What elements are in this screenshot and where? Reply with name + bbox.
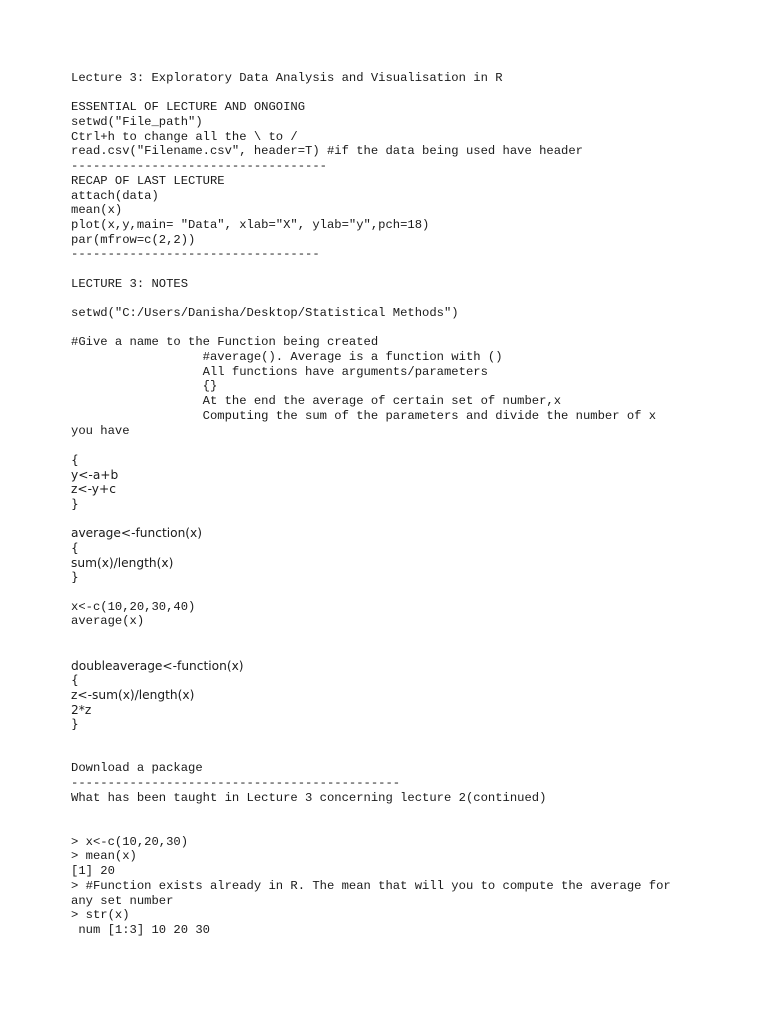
document-line: [71, 512, 751, 527]
document-line: you have: [71, 423, 130, 438]
document-line: 2*z: [71, 702, 92, 717]
document-line: any set number: [71, 893, 174, 908]
document-line: #Give a name to the Function being created: [71, 335, 379, 350]
document-line: Ctrl+h to change all the \ to /: [71, 129, 298, 144]
document-line: attach(data): [71, 188, 159, 203]
document-line: [71, 644, 751, 659]
document-line: [71, 747, 751, 762]
document-line: {}: [71, 379, 218, 394]
document-line: x<-c(10,20,30,40): [71, 599, 196, 614]
document-line: LECTURE 3: NOTES: [71, 276, 189, 291]
document-body: [71, 71, 751, 938]
document-line: What has been taught in Lecture 3 concerning lecture 2(continued): [71, 790, 547, 805]
document-line: z<-sum(x)/length(x): [71, 687, 195, 702]
document-line: #average(). Average is a function with (): [71, 350, 503, 365]
document-line: RECAP OF LAST LECTURE: [71, 173, 225, 188]
document-line: ---------------------------------------------: [71, 776, 401, 790]
document-line: }: [71, 717, 79, 732]
document-line: setwd("C:/Users/Danisha/Desktop/Statistical Methods"): [71, 306, 459, 320]
document-line: ESSENTIAL OF LECTURE AND ONGOING: [71, 100, 306, 115]
document-line: [71, 262, 751, 277]
document-line: sum(x)/length(x): [71, 555, 174, 570]
document-line: Download a package: [71, 761, 203, 776]
document-line: > mean(x): [71, 849, 137, 864]
document-line: [1] 20: [71, 864, 115, 879]
document-line: average<-function(x): [71, 526, 203, 541]
document-line: [71, 321, 751, 336]
document-line: All functions have arguments/parameters: [71, 364, 488, 379]
document-line: Lecture 3: Exploratory Data Analysis and Visualisation in R: [71, 71, 503, 85]
document-line: -----------------------------------: [71, 159, 327, 174]
document-line: doubleaverage<-function(x): [71, 658, 244, 673]
document-line: setwd("File_path"): [71, 115, 203, 130]
document-line: ----------------------------------: [71, 247, 320, 262]
document-line: At the end the average of certain set of number,x: [71, 394, 562, 409]
document-line: [71, 585, 751, 600]
document-line: [71, 732, 751, 747]
document-line: z<-y+c: [71, 482, 116, 497]
document-line: {: [71, 673, 79, 688]
document-line: read.csv("Filename.csv", header=T) #if the data being used have header: [71, 144, 583, 159]
document-line: > x<-c(10,20,30): [71, 834, 189, 849]
document-line: mean(x): [71, 203, 123, 218]
document-line: par(mfrow=c(2,2)): [71, 232, 196, 247]
document-line: }: [71, 570, 79, 585]
document-line: Computing the sum of the parameters and divide the number of x: [71, 408, 657, 423]
document-line: [71, 291, 751, 306]
document-line: y<-a+b: [71, 467, 119, 482]
document-line: {: [71, 452, 79, 467]
document-line: [71, 629, 751, 644]
document-line: > #Function exists already in R. The mean that will you to compute the average for: [71, 878, 671, 893]
document-line: [71, 438, 751, 453]
document-line: {: [71, 541, 79, 555]
document-line: [71, 86, 751, 101]
document-line: num [1:3] 10 20 30: [71, 922, 210, 937]
document-line: [71, 805, 751, 820]
document-line: average(x): [71, 614, 145, 629]
document-line: }: [71, 496, 79, 511]
document-line: plot(x,y,main= "Data", xlab="X", ylab="y",pch=18): [71, 217, 430, 232]
document-line: [71, 820, 751, 835]
document-line: > str(x): [71, 908, 130, 923]
